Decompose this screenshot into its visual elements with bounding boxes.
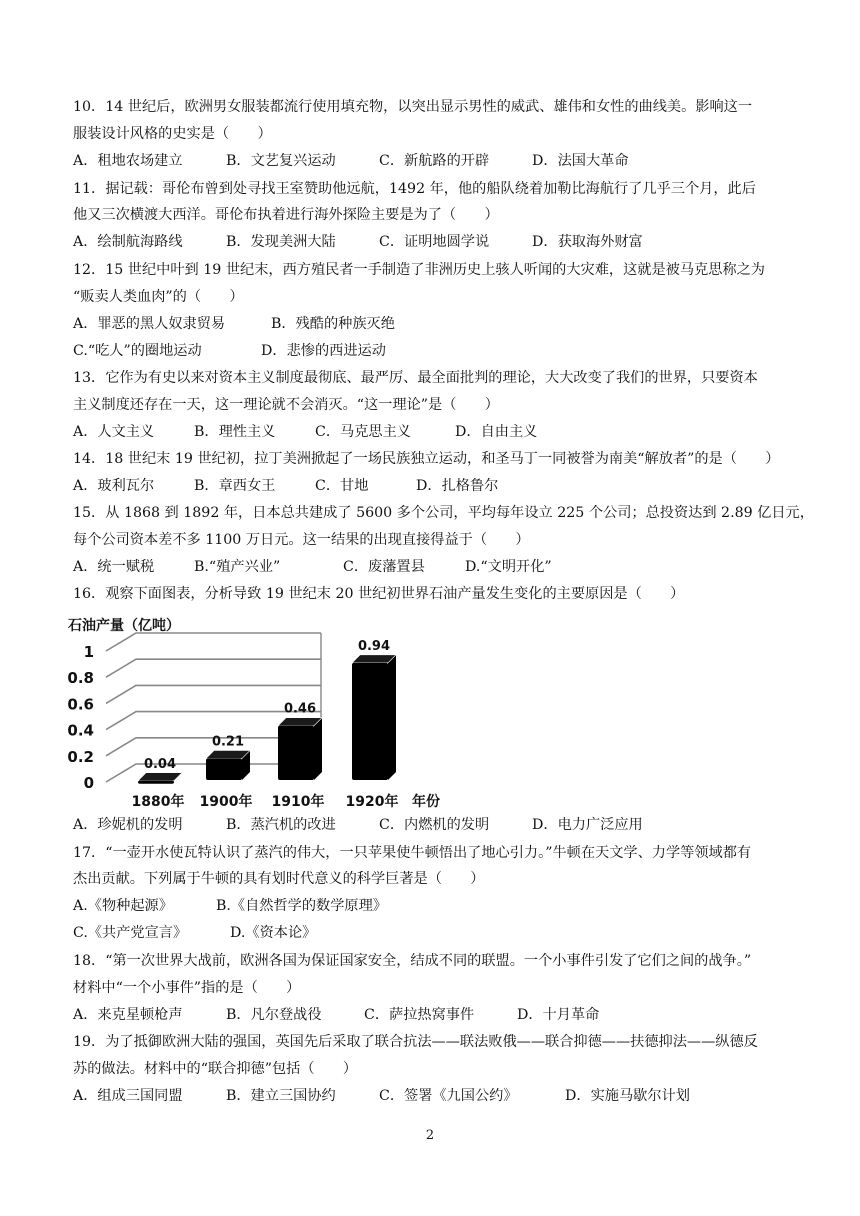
gridline — [106, 685, 321, 703]
question-13-options — [73, 421, 793, 443]
option-b[interactable]: B．章西女王 — [194, 478, 276, 494]
bar-side — [388, 655, 396, 780]
option-d[interactable]: D．悲惨的西进运动 — [261, 343, 386, 359]
question-13-line-2: 主义制度还存在一天，这一理论就不会消灭。“这一理论”是（ ） — [73, 397, 499, 413]
x-tick-label: 1920年 — [345, 794, 399, 810]
option-d[interactable]: D．十月革命 — [517, 1007, 600, 1023]
question-14-line-1: 14．18 世纪末 19 世纪初，拉丁美洲掀起了一场民族独立运动，和圣马丁一同被誉为南美“解放者”的是（ ） — [73, 451, 780, 467]
bar — [352, 663, 388, 780]
x-tick-label: 1900年 — [199, 794, 253, 810]
option-d[interactable]: D．法国大革命 — [532, 153, 629, 169]
question-12-options-row-1 — [73, 313, 793, 335]
option-c[interactable]: C．签署《九国公约》 — [379, 1088, 518, 1104]
question-18-line-2: 材料中“一个小事件”指的是（ ） — [73, 980, 301, 996]
data-label: 0.04 — [143, 756, 177, 772]
option-a[interactable]: A．罪恶的黑人奴隶贸易 — [73, 316, 226, 332]
x-tick-label: 1910年 — [271, 794, 325, 810]
option-c[interactable]: C．废藩置县 — [343, 559, 425, 575]
option-d[interactable]: D．自由主义 — [455, 424, 538, 440]
option-d[interactable]: D．实施马歇尔计划 — [565, 1088, 690, 1104]
option-d[interactable]: D.《资本论》 — [230, 925, 317, 941]
option-b[interactable]: B．凡尔登战役 — [226, 1007, 322, 1023]
bar — [206, 758, 242, 780]
bar-top — [138, 773, 182, 781]
option-c[interactable]: C．甘地 — [315, 478, 369, 494]
page-number: 2 — [425, 1128, 435, 1143]
option-c[interactable]: C．新航路的开辟 — [379, 153, 490, 169]
data-label: 0.21 — [211, 734, 245, 750]
option-c[interactable]: C.“吃人”的圈地运动 — [73, 343, 202, 359]
y-tick-label: 0.4 — [67, 721, 94, 740]
y-axis-title: 石油产量（亿吨） — [68, 618, 180, 634]
option-b[interactable]: B．发现美洲大陆 — [226, 234, 336, 250]
question-17-options-row-1 — [73, 895, 793, 917]
bar — [138, 781, 174, 784]
question-11-line-2: 他又三次横渡大西洋。哥伦布执着进行海外探险主要是为了（ ） — [73, 207, 499, 223]
question-10-line-1: 10．14 世纪后，欧洲男女服装都流行使用填充物，以突出显示男性的威武、雄伟和女性的曲线美。影响这一 — [73, 99, 753, 115]
question-19-line-2: 苏的做法。材料中的“联合抑德”包括（ ） — [73, 1061, 358, 1077]
y-tick-label: 0 — [83, 774, 94, 792]
bar — [278, 726, 314, 780]
x-tick-label: 1880年 — [131, 794, 185, 810]
question-10-options — [73, 150, 793, 172]
option-a[interactable]: A．租地农场建立 — [73, 153, 183, 169]
question-19-options — [73, 1085, 793, 1107]
question-15-line-1: 15．从 1868 到 1892 年，日本总共建成了 5600 多个公司，平均每年设立 225 个公司；总投资达到 2.89 亿日元， — [73, 505, 814, 521]
option-a[interactable]: A.《物种起源》 — [73, 898, 173, 914]
data-label: 0.94 — [357, 638, 391, 654]
option-d[interactable]: D．扎格鲁尔 — [416, 478, 499, 494]
option-c[interactable]: C．马克思主义 — [315, 424, 411, 440]
option-b[interactable]: B.《自然哲学的数学原理》 — [216, 898, 387, 914]
option-b[interactable]: B．残酷的种族灭绝 — [271, 316, 395, 332]
question-12-options-row-2 — [73, 340, 793, 362]
question-16-line-1: 16．观察下面图表，分析导致 19 世纪末 20 世纪初世界石油产量发生变化的主要原因是（ ） — [73, 586, 685, 602]
question-19-line-1: 19．为了抵御欧洲大陆的强国，英国先后采取了联合抗法——联法败俄——联合抑德——扶德抑法——纵德反 — [73, 1034, 758, 1050]
option-b[interactable]: B.“殖产兴业” — [194, 559, 281, 575]
option-d[interactable]: D．获取海外财富 — [532, 234, 643, 250]
y-tick-label: 0.8 — [67, 669, 94, 688]
question-13-line-1: 13．它作为有史以来对资本主义制度最彻底、最严厉、最全面批判的理论，大大改变了我们的世界，只要资本 — [73, 370, 758, 386]
gridline — [106, 633, 321, 651]
question-11-options — [73, 231, 793, 253]
option-a[interactable]: A．绘制航海路线 — [73, 234, 183, 250]
y-tick-label: 1 — [83, 643, 94, 661]
question-17-line-1: 17．“一壶开水使瓦特认识了蒸汽的伟大，一只苹果使牛顿悟出了地心引力。”牛顿在天文学、力学等领域都有 — [73, 845, 752, 861]
bar-top — [278, 718, 322, 726]
option-b[interactable]: B．文艺复兴运动 — [226, 153, 336, 169]
bar-side — [314, 718, 322, 780]
question-11-line-1: 11．据记载：哥伦布曾到处寻找王室赞助他远航，1492 年，他的船队绕着加勒比海航行了几乎三个月，此后 — [73, 181, 756, 197]
gridline — [106, 659, 321, 677]
question-12-line-1: 12．15 世纪中叶到 19 世纪末，西方殖民者一手制造了非洲历史上骇人听闻的大灾难，这就是被马克思称之为 — [73, 262, 765, 278]
option-a[interactable]: A．珍妮机的发明 — [73, 817, 183, 833]
data-label: 0.46 — [283, 701, 317, 717]
question-15-options — [73, 556, 793, 578]
option-d[interactable]: D.“文明开化” — [465, 559, 552, 575]
option-c[interactable]: C.《共产党宣言》 — [73, 925, 188, 941]
option-d[interactable]: D．电力广泛应用 — [532, 817, 643, 833]
option-a[interactable]: A．组成三国同盟 — [73, 1088, 183, 1104]
option-a[interactable]: A．统一赋税 — [73, 559, 155, 575]
option-b[interactable]: B．蒸汽机的改进 — [226, 817, 336, 833]
option-b[interactable]: B．理性主义 — [194, 424, 276, 440]
question-14-options — [73, 475, 793, 497]
bar-top — [352, 655, 396, 663]
option-a[interactable]: A．人文主义 — [73, 424, 155, 440]
question-18-options — [73, 1004, 793, 1026]
option-b[interactable]: B．建立三国协约 — [226, 1088, 336, 1104]
option-c[interactable]: C．证明地圆学说 — [379, 234, 490, 250]
oil-production-chart — [66, 610, 456, 810]
question-12-line-2: “贩卖人类血肉”的（ ） — [73, 289, 244, 305]
bar-top — [206, 750, 250, 758]
question-17-options-row-2 — [73, 922, 793, 944]
question-18-line-1: 18．“第一次世界大战前，欧洲各国为保证国家安全，结成不同的联盟。一个小事件引发了它们之间的战争。” — [73, 953, 752, 969]
question-17-line-2: 杰出贡献。下列属于牛顿的具有划时代意义的科学巨著是（ ） — [73, 871, 485, 887]
y-tick-label: 0.6 — [67, 695, 94, 714]
question-10-line-2: 服装设计风格的史实是（ ） — [73, 126, 272, 142]
option-c[interactable]: C．萨拉热窝事件 — [364, 1007, 475, 1023]
option-a[interactable]: A．玻利瓦尔 — [73, 478, 155, 494]
option-c[interactable]: C．内燃机的发明 — [379, 817, 490, 833]
y-tick-label: 0.2 — [67, 747, 94, 766]
option-a[interactable]: A．来克星顿枪声 — [73, 1007, 183, 1023]
question-15-line-2: 每个公司资本差不多 1100 万日元。这一结果的出现直接得益于（ ） — [73, 532, 530, 548]
question-16-options — [73, 814, 793, 836]
x-axis-title: 年份 — [412, 794, 440, 810]
